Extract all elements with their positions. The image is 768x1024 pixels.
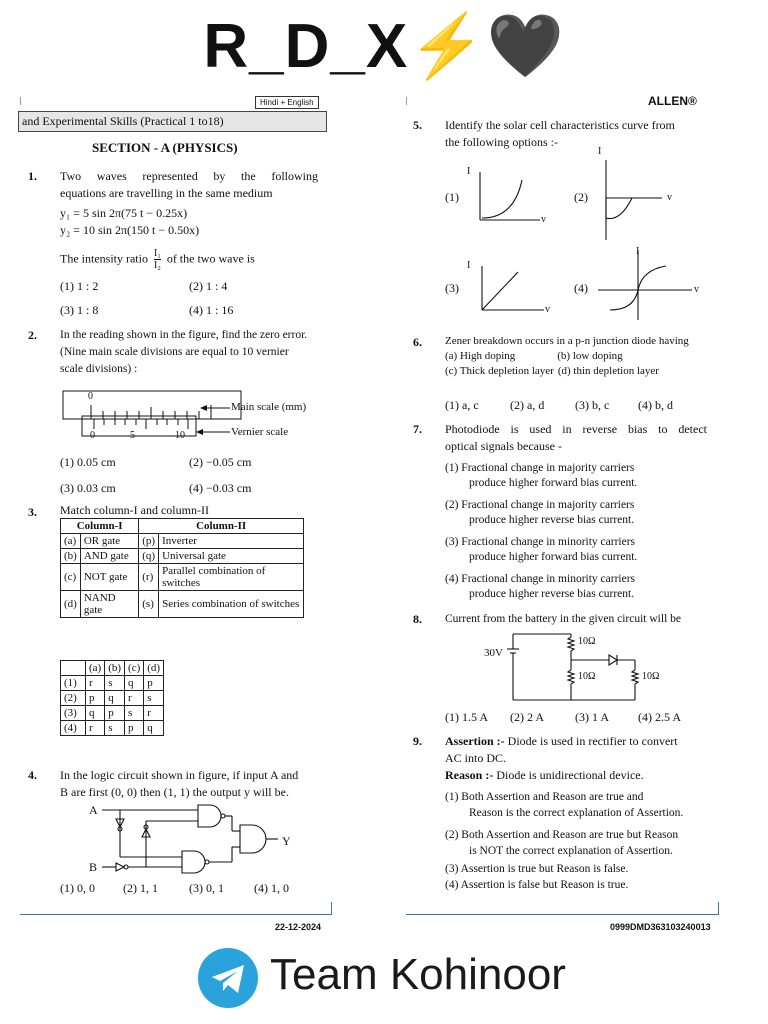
cell: p	[125, 721, 144, 736]
q2-number: 2.	[28, 328, 37, 342]
match-table	[60, 518, 304, 618]
q5-option-4[interactable]: (4)	[574, 281, 588, 295]
footer-code: 0999DMD363103240013	[610, 922, 711, 932]
cell: r	[86, 676, 105, 691]
main-scale-label: Main scale (mm)	[231, 401, 307, 413]
publisher-logo: ALLEN®	[648, 94, 697, 108]
q3-number: 3.	[28, 505, 37, 519]
col2-header: Column-II	[139, 519, 304, 534]
q8-option-2[interactable]: (2) 2 A	[510, 710, 544, 724]
q2-option-4[interactable]: (4) −0.03 cm	[189, 481, 252, 495]
cell: Parallel combination of switches	[159, 564, 304, 591]
q8-number: 8.	[413, 612, 422, 626]
q4-text: In the logic circuit shown in figure, if input A and B are first (0, 0) then (1, 1) the output y will be.	[60, 768, 299, 799]
resistor-2: 10Ω	[578, 671, 596, 682]
cell: s	[144, 691, 164, 706]
q5-text: Identify the solar cell characteristics curve from the following options :-	[445, 118, 675, 149]
q5-option-2[interactable]: (2)	[574, 190, 588, 204]
q2-option-2[interactable]: (2) −0.05 cm	[189, 455, 252, 469]
solar-cell-graphs	[470, 160, 710, 320]
q2-text: In the reading shown in the figure, find the zero error. (Nine main scale divisions are equal to 10 vernier scale divisions) :	[60, 329, 308, 375]
answer-row[interactable]	[61, 691, 164, 706]
cell: Inverter	[159, 534, 304, 549]
watermark-text: Team Kohinoor	[270, 950, 566, 999]
q8-option-1[interactable]: (1) 1.5 A	[445, 710, 488, 724]
q4-number: 4.	[28, 768, 37, 782]
cell: r	[144, 706, 164, 721]
footer-date: 22-12-2024	[275, 922, 322, 932]
cell: (a)	[61, 534, 81, 549]
q3-text: Match column-I and column-II	[60, 503, 209, 517]
cell: (d)	[61, 591, 81, 618]
answer-row[interactable]	[61, 676, 164, 691]
q6-option-1[interactable]: (1) a, c	[445, 398, 479, 412]
q4-option-2[interactable]: (2) 1, 1	[123, 881, 158, 895]
q1-text: Two waves represented by the following equations are travelling in the same medium y₁ = 5 sin 2π(75 t − 0.25x) y₂ = 10 sin 2π(150 t − 0.50x)	[60, 169, 318, 237]
q9-options	[445, 789, 707, 893]
q1-number: 1.	[28, 169, 37, 183]
input-a-label: A	[89, 803, 98, 817]
cell: s	[105, 721, 125, 736]
vernier-10: 10	[175, 430, 185, 441]
cell: p	[105, 706, 125, 721]
q8-option-3[interactable]: (3) 1 A	[575, 710, 609, 724]
q7-options	[445, 461, 707, 602]
q4-option-4[interactable]: (4) 1, 0	[254, 881, 289, 895]
cell	[61, 661, 86, 676]
footer-rule-right	[406, 902, 719, 915]
cell: (q)	[139, 549, 159, 564]
cell: NOT gate	[80, 564, 138, 591]
q2-option-1[interactable]: (1) 0.05 cm	[60, 455, 116, 469]
q7-option-3[interactable]: (3) Fractional change in minority carriers produce higher forward bias current.	[445, 536, 638, 563]
q9-option-4[interactable]: (4) Assertion is false but Reason is true.	[445, 879, 629, 891]
q1-option-2[interactable]: (2) 1 : 4	[189, 279, 228, 293]
cell: Universal gate	[159, 549, 304, 564]
cell: NAND gate	[80, 591, 138, 618]
q9-text: Assertion :- Diode is used in rectifier to convert AC into DC. Reason :- Diode is unidirectional device.	[445, 734, 678, 782]
battery-voltage: 30V	[484, 647, 503, 659]
q1-option-4[interactable]: (4) 1 : 16	[189, 303, 234, 317]
cell: AND gate	[80, 549, 138, 564]
cell: q	[144, 721, 164, 736]
vernier-scale-label: Vernier scale	[231, 426, 289, 438]
topic-banner: and Experimental Skills (Practical 1 to18)	[18, 111, 327, 132]
cell: s	[125, 706, 144, 721]
axis-v-label: v	[667, 192, 672, 203]
answer-row[interactable]	[61, 706, 164, 721]
q1-option-1[interactable]: (1) 1 : 2	[60, 279, 99, 293]
q8-text: Current from the battery in the given circuit will be	[445, 613, 681, 625]
cell: (c)	[61, 564, 81, 591]
axis-v-label: v	[541, 214, 546, 225]
cell: (c)	[125, 661, 144, 676]
lightning-icon: ⚡	[408, 12, 487, 81]
vernier-0: 0	[90, 430, 95, 441]
divider-mark	[20, 97, 21, 105]
q1-ratio: The intensity ratio $\frac{\text{I₁}}{\text{I₂}}$ of the two wave is	[60, 248, 255, 271]
cell: (1)	[61, 676, 86, 691]
resistor-1: 10Ω	[578, 636, 596, 647]
answer-table	[60, 660, 164, 736]
q7-option-4[interactable]: (4) Fractional change in minority carriers produce higher reverse bias current.	[445, 573, 636, 600]
brand-title: R_D_X⚡🖤	[203, 12, 565, 81]
cell: (b)	[61, 549, 81, 564]
cell: (4)	[61, 721, 86, 736]
input-b-label: B	[89, 860, 98, 874]
q7-text: Photodiode is used in reverse bias to detect optical signals because -	[445, 422, 707, 453]
q6-text: Zener breakdown occurs in a p-n junction diode having (a) High doping (b) low doping (c) Thick depletion layer (d) thin depletion layer	[445, 335, 689, 377]
cell: (b)	[105, 661, 125, 676]
axis-v-label: v	[545, 304, 550, 315]
cell: r	[125, 691, 144, 706]
q7-number: 7.	[413, 422, 422, 436]
q5-number: 5.	[413, 118, 422, 132]
q9-option-1[interactable]: (1) Both Assertion and Reason are true and Reason is the correct explanation of Assertion.	[445, 791, 684, 819]
q5-option-3[interactable]: (3)	[445, 281, 459, 295]
axis-i-label: I	[636, 246, 640, 257]
cell: Series combination of switches	[159, 591, 304, 618]
language-tag: Hindi + English	[255, 96, 319, 109]
q6-number: 6.	[413, 335, 422, 349]
q1-option-3[interactable]: (3) 1 : 8	[60, 303, 99, 317]
q2-option-3[interactable]: (3) 0.03 cm	[60, 481, 116, 495]
q9-number: 9.	[413, 734, 422, 748]
q6-option-3[interactable]: (3) b, c	[575, 398, 610, 412]
cell: (2)	[61, 691, 86, 706]
axis-i-label: I	[598, 146, 602, 157]
cell: (r)	[139, 564, 159, 591]
cell: q	[125, 676, 144, 691]
main-scale-zero: 0	[88, 391, 93, 402]
cell: p	[86, 691, 105, 706]
q9-option-2[interactable]: (2) Both Assertion and Reason are true but Reason is NOT the correct explanation of Assertion.	[445, 829, 679, 857]
q6-option-2[interactable]: (2) a, d	[510, 398, 545, 412]
output-y-label: Y	[282, 834, 291, 848]
cell: OR gate	[80, 534, 138, 549]
cell: q	[105, 691, 125, 706]
section-title: SECTION - A (PHYSICS)	[92, 140, 238, 155]
q4-option-3[interactable]: (3) 0, 1	[189, 881, 224, 895]
divider-mark	[406, 97, 407, 105]
cell: q	[86, 706, 105, 721]
cell: (d)	[144, 661, 164, 676]
axis-v-label: v	[694, 284, 699, 295]
q7-option-1[interactable]: (1) Fractional change in majority carriers produce higher forward bias current.	[445, 462, 638, 489]
cell: (p)	[139, 534, 159, 549]
cell: (a)	[86, 661, 105, 676]
cell: s	[105, 676, 125, 691]
cell: p	[144, 676, 164, 691]
q8-option-4[interactable]: (4) 2.5 A	[638, 710, 681, 724]
q6-option-4[interactable]: (4) b, d	[638, 398, 673, 412]
col1-header: Column-I	[61, 519, 139, 534]
q5-option-1[interactable]: (1)	[445, 190, 459, 204]
axis-i-label: I	[467, 260, 471, 271]
answer-row[interactable]	[61, 721, 164, 736]
q4-option-1[interactable]: (1) 0, 0	[60, 881, 95, 895]
q9-option-3[interactable]: (3) Assertion is true but Reason is false.	[445, 863, 629, 875]
q7-option-2[interactable]: (2) Fractional change in majority carriers produce higher reverse bias current.	[445, 499, 635, 526]
footer-rule-left	[20, 902, 332, 915]
vernier-5: 5	[130, 430, 135, 441]
cell: (3)	[61, 706, 86, 721]
resistor-3: 10Ω	[642, 671, 660, 682]
telegram-icon	[198, 948, 258, 1008]
logic-circuit	[86, 803, 286, 877]
axis-i-label: I	[467, 166, 471, 177]
heart-icon: 🖤	[486, 12, 565, 81]
cell: r	[86, 721, 105, 736]
cell: (s)	[139, 591, 159, 618]
